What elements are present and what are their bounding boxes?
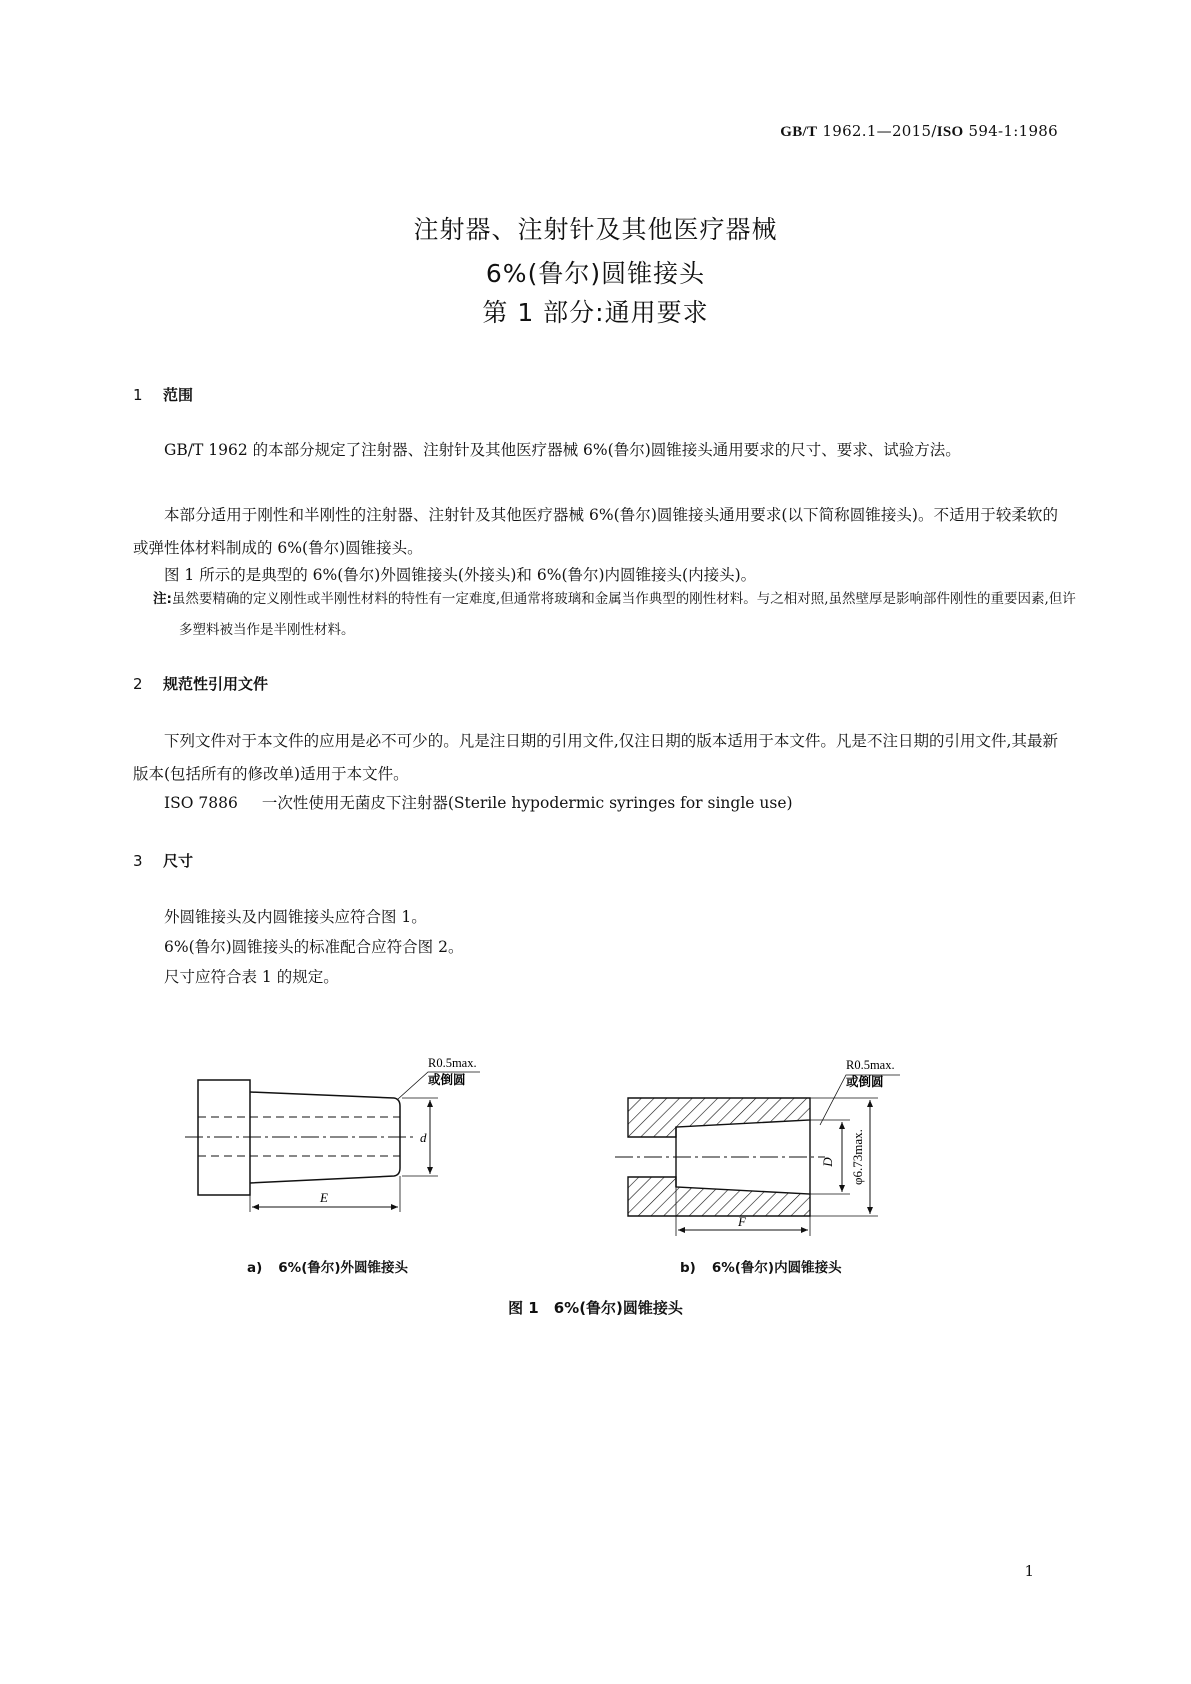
caption-a-text: 6%(鲁尔)外圆锥接头 xyxy=(278,1260,409,1276)
caption-a xyxy=(247,1256,408,1276)
note-text: 虽然要精确的定义刚性或半刚性材料的特性有一定难度,但通常将玻璃和金属当作典型的刚性材料。与之相对照,虽然壁厚是影响部件刚性的重要因素,但许多塑料被当作是半刚性材料。 xyxy=(171,591,1076,638)
page-number: 1 xyxy=(1024,1562,1034,1580)
figure-male-fitting xyxy=(180,1040,520,1240)
chamfer-label: 或倒圆 xyxy=(846,1075,884,1089)
dim-e-label: E xyxy=(320,1190,328,1205)
dim-d-label: d xyxy=(420,1130,427,1145)
paragraph: 本部分适用于刚性和半刚性的注射器、注射针及其他医疗器械 6%(鲁尔)圆锥接头通用要求(以下简称圆锥接头)。不适用于较柔软的或弹性体材料制成的 6%(鲁尔)圆锥接头。 xyxy=(133,506,1058,557)
std-number: 1962.1—2015/ xyxy=(817,122,937,140)
section-title: 尺寸 xyxy=(163,852,194,870)
std-prefix: GB/T xyxy=(780,124,818,140)
caption-a-letter: a) xyxy=(247,1260,263,1276)
paragraph: 图 1 所示的是典型的 6%(鲁尔)外圆锥接头(外接头)和 6%(鲁尔)内圆锥接头(内接头)。 xyxy=(164,566,757,584)
section-1-heading xyxy=(133,384,193,405)
dim-D-label: D xyxy=(820,1157,835,1167)
normative-reference xyxy=(133,787,1058,820)
section-3-heading xyxy=(133,850,193,871)
note-label: 注: xyxy=(153,591,172,607)
radius-label: R0.5max. xyxy=(428,1056,477,1070)
lower-wall xyxy=(628,1177,810,1216)
iso-prefix: ISO xyxy=(936,124,964,140)
reference-id: ISO 7886 xyxy=(164,794,238,812)
paragraph: 下列文件对于本文件的应用是必不可少的。凡是注日期的引用文件,仅注日期的版本适用于本文件。凡是不注日期的引用文件,其最新版本(包括所有的修改单)适用于本文件。 xyxy=(133,732,1058,783)
paragraph: 6%(鲁尔)圆锥接头的标准配合应符合图 2。 xyxy=(164,938,464,956)
iso-number: 594-1:1986 xyxy=(963,122,1058,140)
section-title: 规范性引用文件 xyxy=(163,675,269,693)
upper-wall xyxy=(628,1098,810,1137)
radius-label: R0.5max. xyxy=(846,1058,895,1072)
figure-female-fitting xyxy=(610,1040,940,1250)
paragraph: 尺寸应符合表 1 的规定。 xyxy=(164,968,339,986)
caption-b xyxy=(680,1256,842,1276)
section-number: 1 xyxy=(133,386,143,404)
caption-b-letter: b) xyxy=(680,1260,696,1276)
note xyxy=(153,584,1084,646)
section-title: 范围 xyxy=(163,386,194,404)
section-number: 3 xyxy=(133,852,143,870)
chamfer-label: 或倒圆 xyxy=(428,1073,466,1087)
standard-number xyxy=(780,122,1058,141)
section-2-heading xyxy=(133,673,268,694)
paragraph: GB/T 1962 的本部分规定了注射器、注射针及其他医疗器械 6%(鲁尔)圆锥接头通用要求的尺寸、要求、试验方法。 xyxy=(164,441,961,459)
paragraph: 外圆锥接头及内圆锥接头应符合图 1。 xyxy=(164,908,427,926)
title-line-3: 第 1 部分:通用要求 xyxy=(482,298,709,327)
caption-b-text: 6%(鲁尔)内圆锥接头 xyxy=(711,1260,842,1276)
title-line-2: 6%(鲁尔)圆锥接头 xyxy=(485,259,706,288)
reference-title: 一次性使用无菌皮下注射器(Sterile hypodermic syringes for single use) xyxy=(261,794,793,812)
figure-title: 图 1 6%(鲁尔)圆锥接头 xyxy=(508,1299,683,1317)
dim-dia-label: φ6.73max. xyxy=(850,1129,865,1185)
title-line-1: 注射器、注射针及其他医疗器械 xyxy=(413,215,778,244)
section-number: 2 xyxy=(133,675,143,693)
dim-f-label: F xyxy=(738,1214,746,1229)
